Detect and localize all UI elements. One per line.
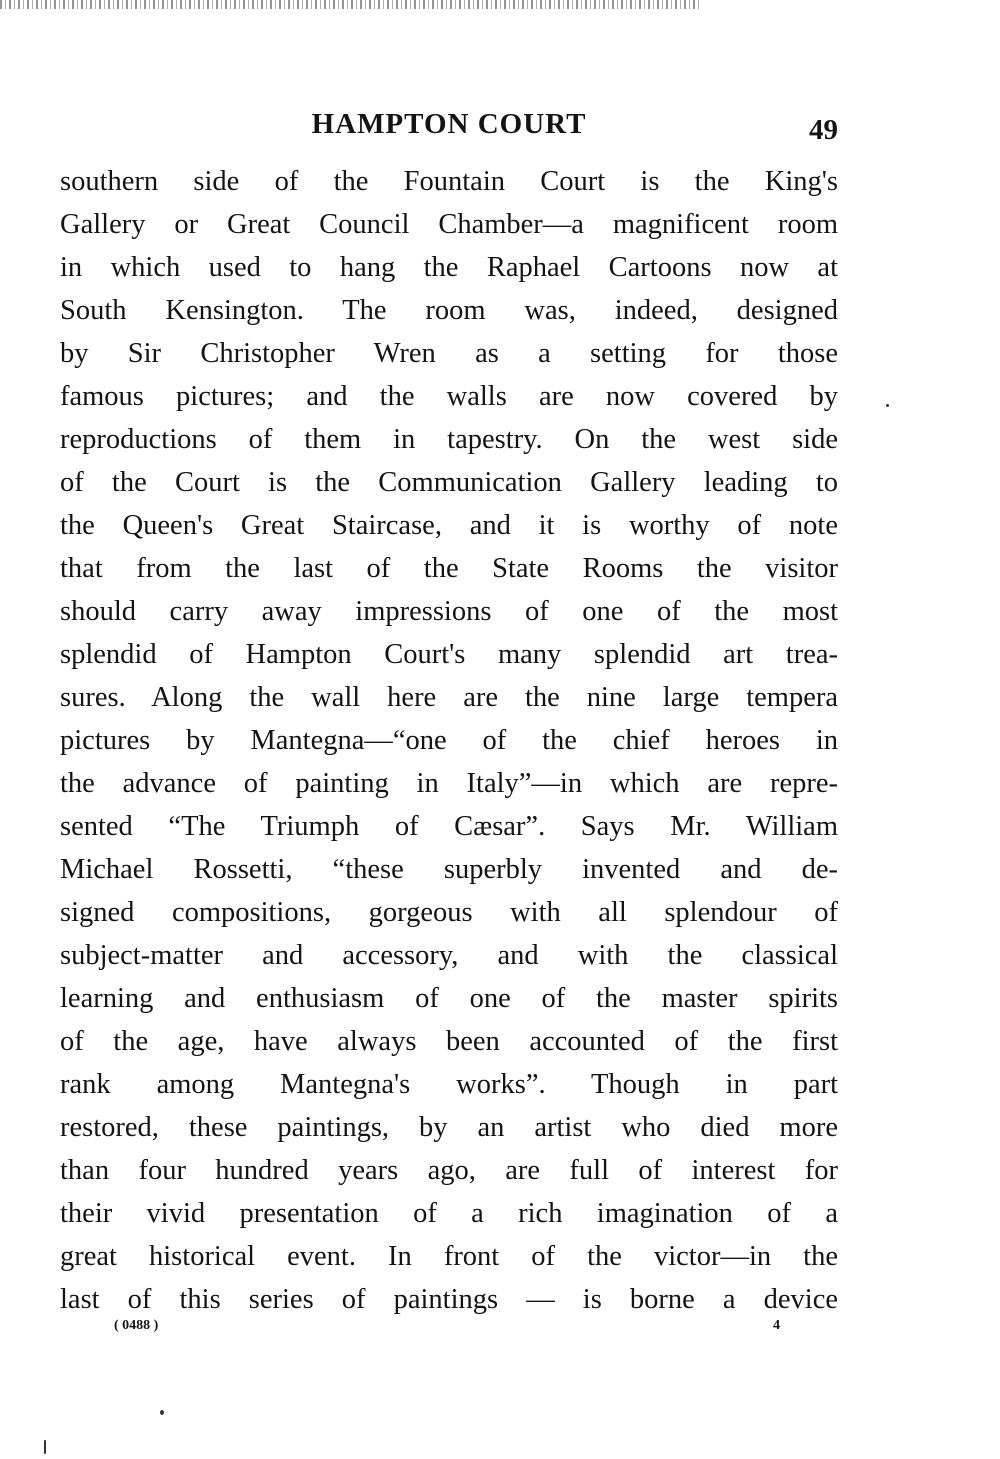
running-head: HAMPTON COURT: [311, 108, 587, 140]
text-line: by Sir Christopher Wren as a setting for those: [60, 338, 838, 369]
text-line: pictures by Mantegna—“one of the chief heroes in: [60, 725, 838, 756]
text-line: should carry away impressions of one of the most: [60, 596, 838, 627]
text-line: of the age, have always been accounted of the first: [60, 1026, 838, 1057]
scan-speck: [160, 1410, 164, 1415]
text-line: than four hundred years ago, are full of interest for: [60, 1155, 838, 1186]
text-line: signed compositions, gorgeous with all splendour of: [60, 897, 838, 928]
text-line: the Queen's Great Staircase, and it is worthy of note: [60, 510, 838, 541]
text-line: southern side of the Fountain Court is the King's: [60, 166, 838, 197]
scan-speck: [886, 404, 889, 407]
page-number: 49: [809, 114, 838, 146]
text-line: South Kensington. The room was, indeed, designed: [60, 295, 838, 326]
text-line: last of this series of paintings — is borne a device: [60, 1284, 838, 1315]
text-line: famous pictures; and the walls are now covered by: [60, 381, 838, 412]
body-text: [60, 160, 838, 1321]
text-line: splendid of Hampton Court's many splendid art trea-: [60, 639, 838, 670]
text-line: that from the last of the State Rooms the visitor: [60, 553, 838, 584]
text-line: restored, these paintings, by an artist who died more: [60, 1112, 838, 1143]
text-line: reproductions of them in tapestry. On the west side: [60, 424, 838, 455]
text-line: Gallery or Great Council Chamber—a magnificent room: [60, 209, 838, 240]
signature-mark: ( 0488 ): [114, 1318, 159, 1333]
page-header: [60, 108, 838, 148]
page-footer: [114, 1318, 780, 1342]
text-line: learning and enthusiasm of one of the master spirits: [60, 983, 838, 1014]
text-line: the advance of painting in Italy”—in which are repre-: [60, 768, 838, 799]
text-line: their vivid presentation of a rich imagination of a: [60, 1198, 838, 1229]
text-line: Michael Rossetti, “these superbly invented and de-: [60, 854, 838, 885]
folio-mark: 4: [773, 1318, 780, 1333]
text-line: great historical event. In front of the victor—in the: [60, 1241, 838, 1272]
text-line: sures. Along the wall here are the nine large tempera: [60, 682, 838, 713]
scan-artifact-top: [0, 0, 700, 9]
text-line: in which used to hang the Raphael Cartoons now at: [60, 252, 838, 283]
scan-speck: [44, 1440, 46, 1454]
text-line: rank among Mantegna's works”. Though in part: [60, 1069, 838, 1100]
text-line: sented “The Triumph of Cæsar”. Says Mr. William: [60, 811, 838, 842]
text-line: of the Court is the Communication Gallery leading to: [60, 467, 838, 498]
text-line: subject-matter and accessory, and with the classical: [60, 940, 838, 971]
